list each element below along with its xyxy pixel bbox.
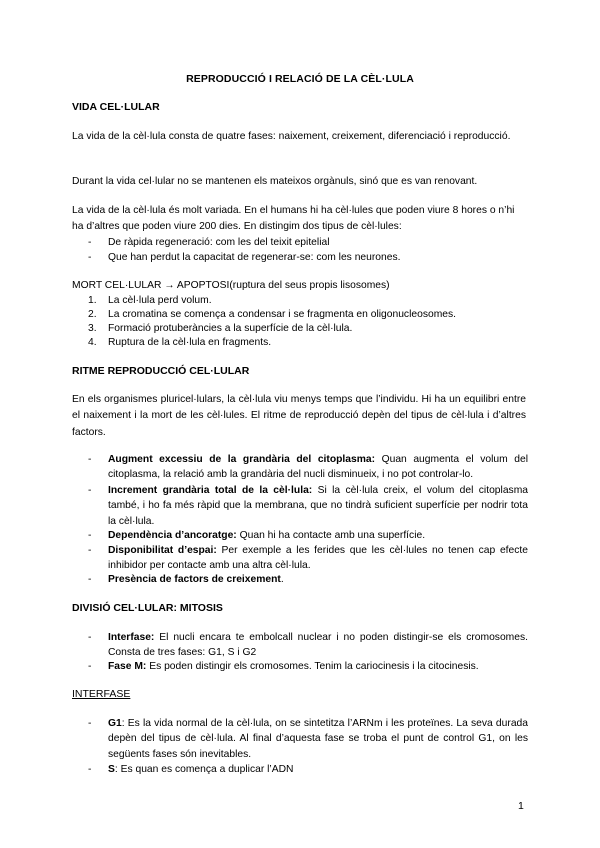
- heading-divisio-cellular: DIVISIÓ CEL·LULAR: MITOSIS: [72, 602, 223, 614]
- numbered-item-text: La cèl·lula perd volum.: [108, 295, 212, 306]
- paragraph-equilibri: En els organismes pluricel·lulars, la cèl·lula viu menys temps que l’individu. Hi ha un equilibri entre el naixement i la mort de les cèl·lules. El ritme de reproducció depèn del tipus de cèl·lula i d’altres factors.: [72, 394, 526, 438]
- paragraph-fases: La vida de la cèl·lula consta de quatre fases: naixement, creixement, diferenciació i reproducció.: [72, 131, 511, 142]
- factor-term: Disponibilitat d’espai:: [108, 545, 217, 556]
- factor-item: [88, 452, 528, 483]
- numbered-item: [88, 335, 528, 351]
- phase-term: Fase M:: [108, 661, 147, 672]
- number-marker: 4.: [88, 337, 97, 348]
- dash-marker: -: [88, 574, 92, 585]
- factor-description: Per exemple a les ferides que les cèl·lules no tenen cap efecte inhibidor per contacte amb una altra cèl·lula.: [108, 545, 528, 572]
- paragraph-organuls: Durant la vida cel·lular no se mantenen els mateixos orgànuls, sinó que es van renovant.: [72, 176, 478, 187]
- list-item-text: Que han perdut la capacitat de regenerar-se: com les neurones.: [108, 252, 401, 263]
- numbered-item-text: La cromatina se comença a condensar i se fragmenta en oligonucleosomes.: [108, 309, 457, 320]
- dash-marker: -: [88, 632, 92, 643]
- interfase-term: S: [108, 764, 115, 775]
- factor-description: Si la cèl·lula creix, el volum del citoplasma també, i ho fa més ràpid que la membrana, que no tindrà suficient superfície per nodrir tota la cèl·lula.: [108, 485, 528, 527]
- phase-description: El nucli encara te embolcall nuclear i no poden distingir-se els cromosomes. Consta de tres fases: G1, S i G2: [108, 632, 528, 659]
- dash-marker: -: [88, 764, 92, 775]
- mort-cellular-line: MORT CEL·LULAR → APOPTOSI(ruptura del seus propis lisosomes): [72, 280, 390, 291]
- factor-item: [88, 543, 528, 574]
- list-item-text: De ràpida regeneració: com les del teixit epitelial: [108, 237, 330, 248]
- dash-marker: -: [88, 545, 92, 556]
- paragraph-vida-variada: La vida de la cèl·lula és molt variada. En el humans hi ha cèl·lules que poden viure 8 hores o n’hi ha d’altres que poden viure 200 dies. En distingim dos tipus de cèl·lules:: [72, 205, 515, 233]
- list-item: [88, 235, 528, 251]
- factor-term: Dependència d’ancoratge:: [108, 530, 237, 541]
- interfase-term: G1: [108, 718, 122, 729]
- dash-marker: -: [88, 485, 92, 496]
- phase-description: Es poden distingir els cromosomes. Tenim la cariocinesis i la citocinesis.: [146, 661, 479, 672]
- heading-interfase: INTERFASE: [72, 688, 131, 700]
- number-marker: 1.: [88, 295, 97, 306]
- factor-term: Increment grandària total de la cèl·lula:: [108, 485, 313, 496]
- interfase-description: : Es quan es comença a duplicar l’ADN: [114, 764, 294, 775]
- dash-marker: -: [88, 718, 92, 729]
- factor-term: Presència de factors de creixement: [108, 574, 281, 585]
- dash-marker: -: [88, 530, 92, 541]
- factor-item: [88, 572, 528, 587]
- heading-vida-cellular: VIDA CEL·LULAR: [72, 101, 160, 113]
- list-item: [88, 250, 528, 266]
- interfase-item: [88, 762, 528, 777]
- number-marker: 3.: [88, 323, 97, 334]
- factor-item: [88, 528, 528, 543]
- phase-item: [88, 630, 528, 661]
- number-marker: 2.: [88, 309, 97, 320]
- numbered-item-text: Ruptura de la cèl·lula en fragments.: [108, 337, 272, 348]
- dash-marker: -: [88, 237, 92, 248]
- factor-description: Quan hi ha contacte amb una superfície.: [236, 530, 426, 541]
- numbered-item-text: Formació protuberàncies a la superfície de la cèl·lula.: [108, 323, 353, 334]
- page-number: 1: [518, 800, 524, 812]
- dash-marker: -: [88, 454, 92, 465]
- interfase-item: [88, 716, 528, 762]
- factor-description: Quan augmenta el volum del citoplasma, la relació amb la grandària del nucli disminueix, i no pot controlar-lo.: [108, 454, 528, 481]
- dash-marker: -: [88, 661, 92, 672]
- factor-item: [88, 483, 528, 529]
- interfase-description: : Es la vida normal de la cèl·lula, on se sintetitza l’ARNm i les proteïnes. La seva durada depèn del tipus de cèl·lula. Al final d’aquesta fase se troba el punt de control G1, on les següents fases són inevitables.: [108, 718, 528, 760]
- heading-ritme-reproduccio: RITME REPRODUCCIÓ CEL·LULAR: [72, 365, 250, 377]
- phase-term: Interfase:: [108, 632, 155, 643]
- phase-item: [88, 659, 528, 674]
- factor-term: Augment excessiu de la grandària del citoplasma:: [108, 454, 376, 465]
- dash-marker: -: [88, 252, 92, 263]
- document-title: REPRODUCCIÓ I RELACIÓ DE LA CÈL·LULA: [186, 73, 414, 85]
- factor-description: .: [280, 574, 284, 585]
